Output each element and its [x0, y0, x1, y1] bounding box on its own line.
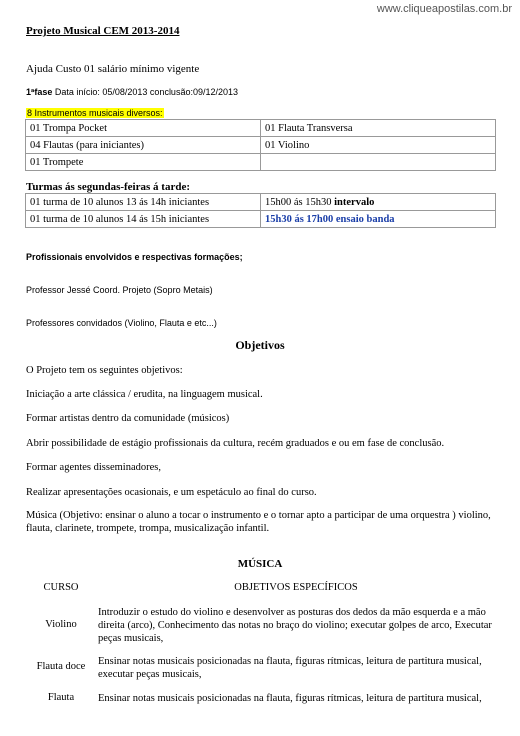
- objetivos-intro: O Projeto tem os seguintes objetivos:: [26, 365, 183, 376]
- turmas-table: [25, 193, 496, 228]
- objetivo-item: Abrir possibilidade de estágio profissionais da cultura, recém graduados e ou em fase de conclusão.: [26, 438, 445, 449]
- musica-title: MÚSICA: [237, 558, 283, 570]
- prof-line-2: Professores convidados (Violino, Flauta e etc...): [26, 318, 217, 328]
- table-row: [26, 154, 496, 171]
- turma-time: 15h00 ás 15h30: [265, 196, 335, 208]
- table-cell: 04 Flautas (para iniciantes): [26, 137, 261, 154]
- turmas-heading: Turmas ás segundas-feiras á tarde:: [26, 181, 190, 193]
- ajuda-custo: Ajuda Custo 01 salário mínimo vigente: [26, 63, 200, 75]
- col-header-objetivos: OBJETIVOS ESPECÍFICOS: [234, 582, 358, 593]
- table-row: [26, 194, 496, 211]
- fase-dates: Data início: 05/08/2013 conclusão:09/12/2013: [52, 87, 238, 97]
- objetivos-title: Objetivos: [235, 338, 285, 352]
- curso-text: Introduzir o estudo do violino e desenvolver as posturas dos dedos da mão esquerda e a mão direita (arco), Conhecimento das notas no braço do violino; executar golpes de arco, Executar peças musicais,: [98, 607, 492, 644]
- fase-label: 1ªfase: [26, 87, 53, 97]
- table-cell: 01 Trompa Pocket: [26, 120, 261, 137]
- instruments-table: [25, 119, 496, 171]
- prof-line-1: Professor Jessé Coord. Projeto (Sopro Metais): [26, 285, 213, 295]
- table-cell: 01 Violino: [261, 137, 496, 154]
- objetivo-item: Formar agentes disseminadores,: [26, 462, 162, 473]
- fase-line: [26, 87, 238, 97]
- objetivo-item: Formar artistas dentro da comunidade (músicos): [26, 413, 230, 424]
- table-row: [26, 211, 496, 228]
- turma-intervalo: intervalo: [334, 196, 375, 208]
- objetivo-item: Iniciação a arte clássica / erudita, na linguagem musical.: [26, 389, 263, 400]
- table-row: [26, 137, 496, 154]
- curso-name: Flauta doce: [36, 661, 86, 672]
- objetivo-item: Música (Objetivo: ensinar o aluno a tocar o instrumento e o tornar apto a participar de uma orquestra ) violino, flauta, clarinete, trompete, trompa, musicalização infantil.: [26, 510, 491, 534]
- doc-title: Projeto Musical CEM 2013-2014: [26, 25, 180, 37]
- col-header-curso: CURSO: [43, 582, 79, 593]
- curso-name: Violino: [45, 619, 77, 630]
- watermark: www.cliqueapostilas.com.br: [376, 3, 512, 15]
- objetivo-item: Realizar apresentações ocasionais, e um espetáculo ao final do curso.: [26, 487, 317, 498]
- table-cell: 01 turma de 10 alunos 14 ás 15h iniciantes: [26, 211, 261, 228]
- curso-name: Flauta: [47, 692, 75, 703]
- curso-text: Ensinar notas musicais posicionadas na flauta, figuras rítmicas, leitura de partitura musical, executar peças musicais,: [98, 656, 482, 680]
- curso-text: Ensinar notas musicais posicionadas na flauta, figuras rítmicas, leitura de partitura musical,: [98, 693, 482, 704]
- table-cell: 01 turma de 10 alunos 13 ás 14h iniciantes: [26, 194, 261, 211]
- table-cell: 01 Flauta Transversa: [261, 120, 496, 137]
- prof-heading: Profissionais envolvidos e respectivas formações;: [26, 252, 243, 262]
- instruments-heading: 8 Instrumentos musicais diversos:: [27, 108, 163, 118]
- table-cell: 01 Trompete: [26, 154, 261, 171]
- table-row: [26, 120, 496, 137]
- table-cell: [261, 194, 496, 211]
- table-cell: 15h30 ás 17h00 ensaio banda: [261, 211, 496, 228]
- table-cell: [261, 154, 496, 171]
